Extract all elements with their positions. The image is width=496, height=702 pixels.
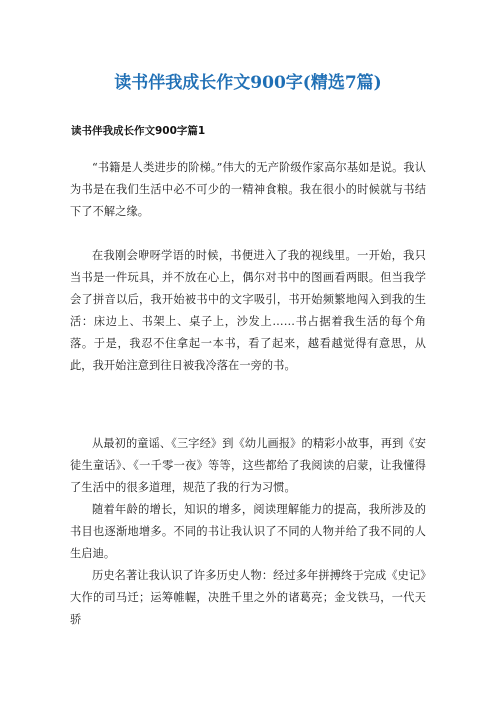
document-title: 读书伴我成长作文900字(精选7篇) (114, 73, 382, 93)
section-heading: 读书伴我成长作文900字篇1 (71, 125, 206, 137)
paragraph: 在我刚会咿呀学语的时候，书便进入了我的视线里。一开始，我只当书是一件玩具，并不放在心上，偶尔对书中的图画看两眼。但当我学会了拼音以后，我开始被书中的文字吸引，书开始频繁地闯入到我的生活：床边上、书架上、桌子上，沙发上……书占据着我生活的每个角落。于是，我忍不住拿起一本书，看了起来，越看越觉得有意思，从此，我开始注意到往日被我冷落在一旁的书。 (70, 249, 426, 372)
paragraph: 从最初的童谣、《三字经》到《幼儿画报》的精彩小故事，再到《安徒生童话》、《一千零一夜》等等，这些都给了我阅读的启蒙，让我懂得了生活中的很多道理，规范了我的行为习惯。 (70, 437, 426, 494)
paragraph: 历史名著让我认识了许多历史人物：经过多年拼搏终于完成《史记》大作的司马迁；运筹帷幄，决胜千里之外的诸葛亮；金戈铁马，一代天骄 (70, 569, 426, 626)
paragraph: “书籍是人类进步的阶梯。”伟大的无产阶级作家高尔基如是说。我认为书是在我们生活中必不可少的一精神食粮。我在很小的时候就与书结下了不解之缘。 (70, 161, 426, 218)
paragraph: 随着年龄的增长，知识的增多，阅读理解能力的提高，我所涉及的书目也逐渐地增多。不同的书让我认识了不同的人物并给了我不同的人生启迪。 (70, 503, 426, 560)
